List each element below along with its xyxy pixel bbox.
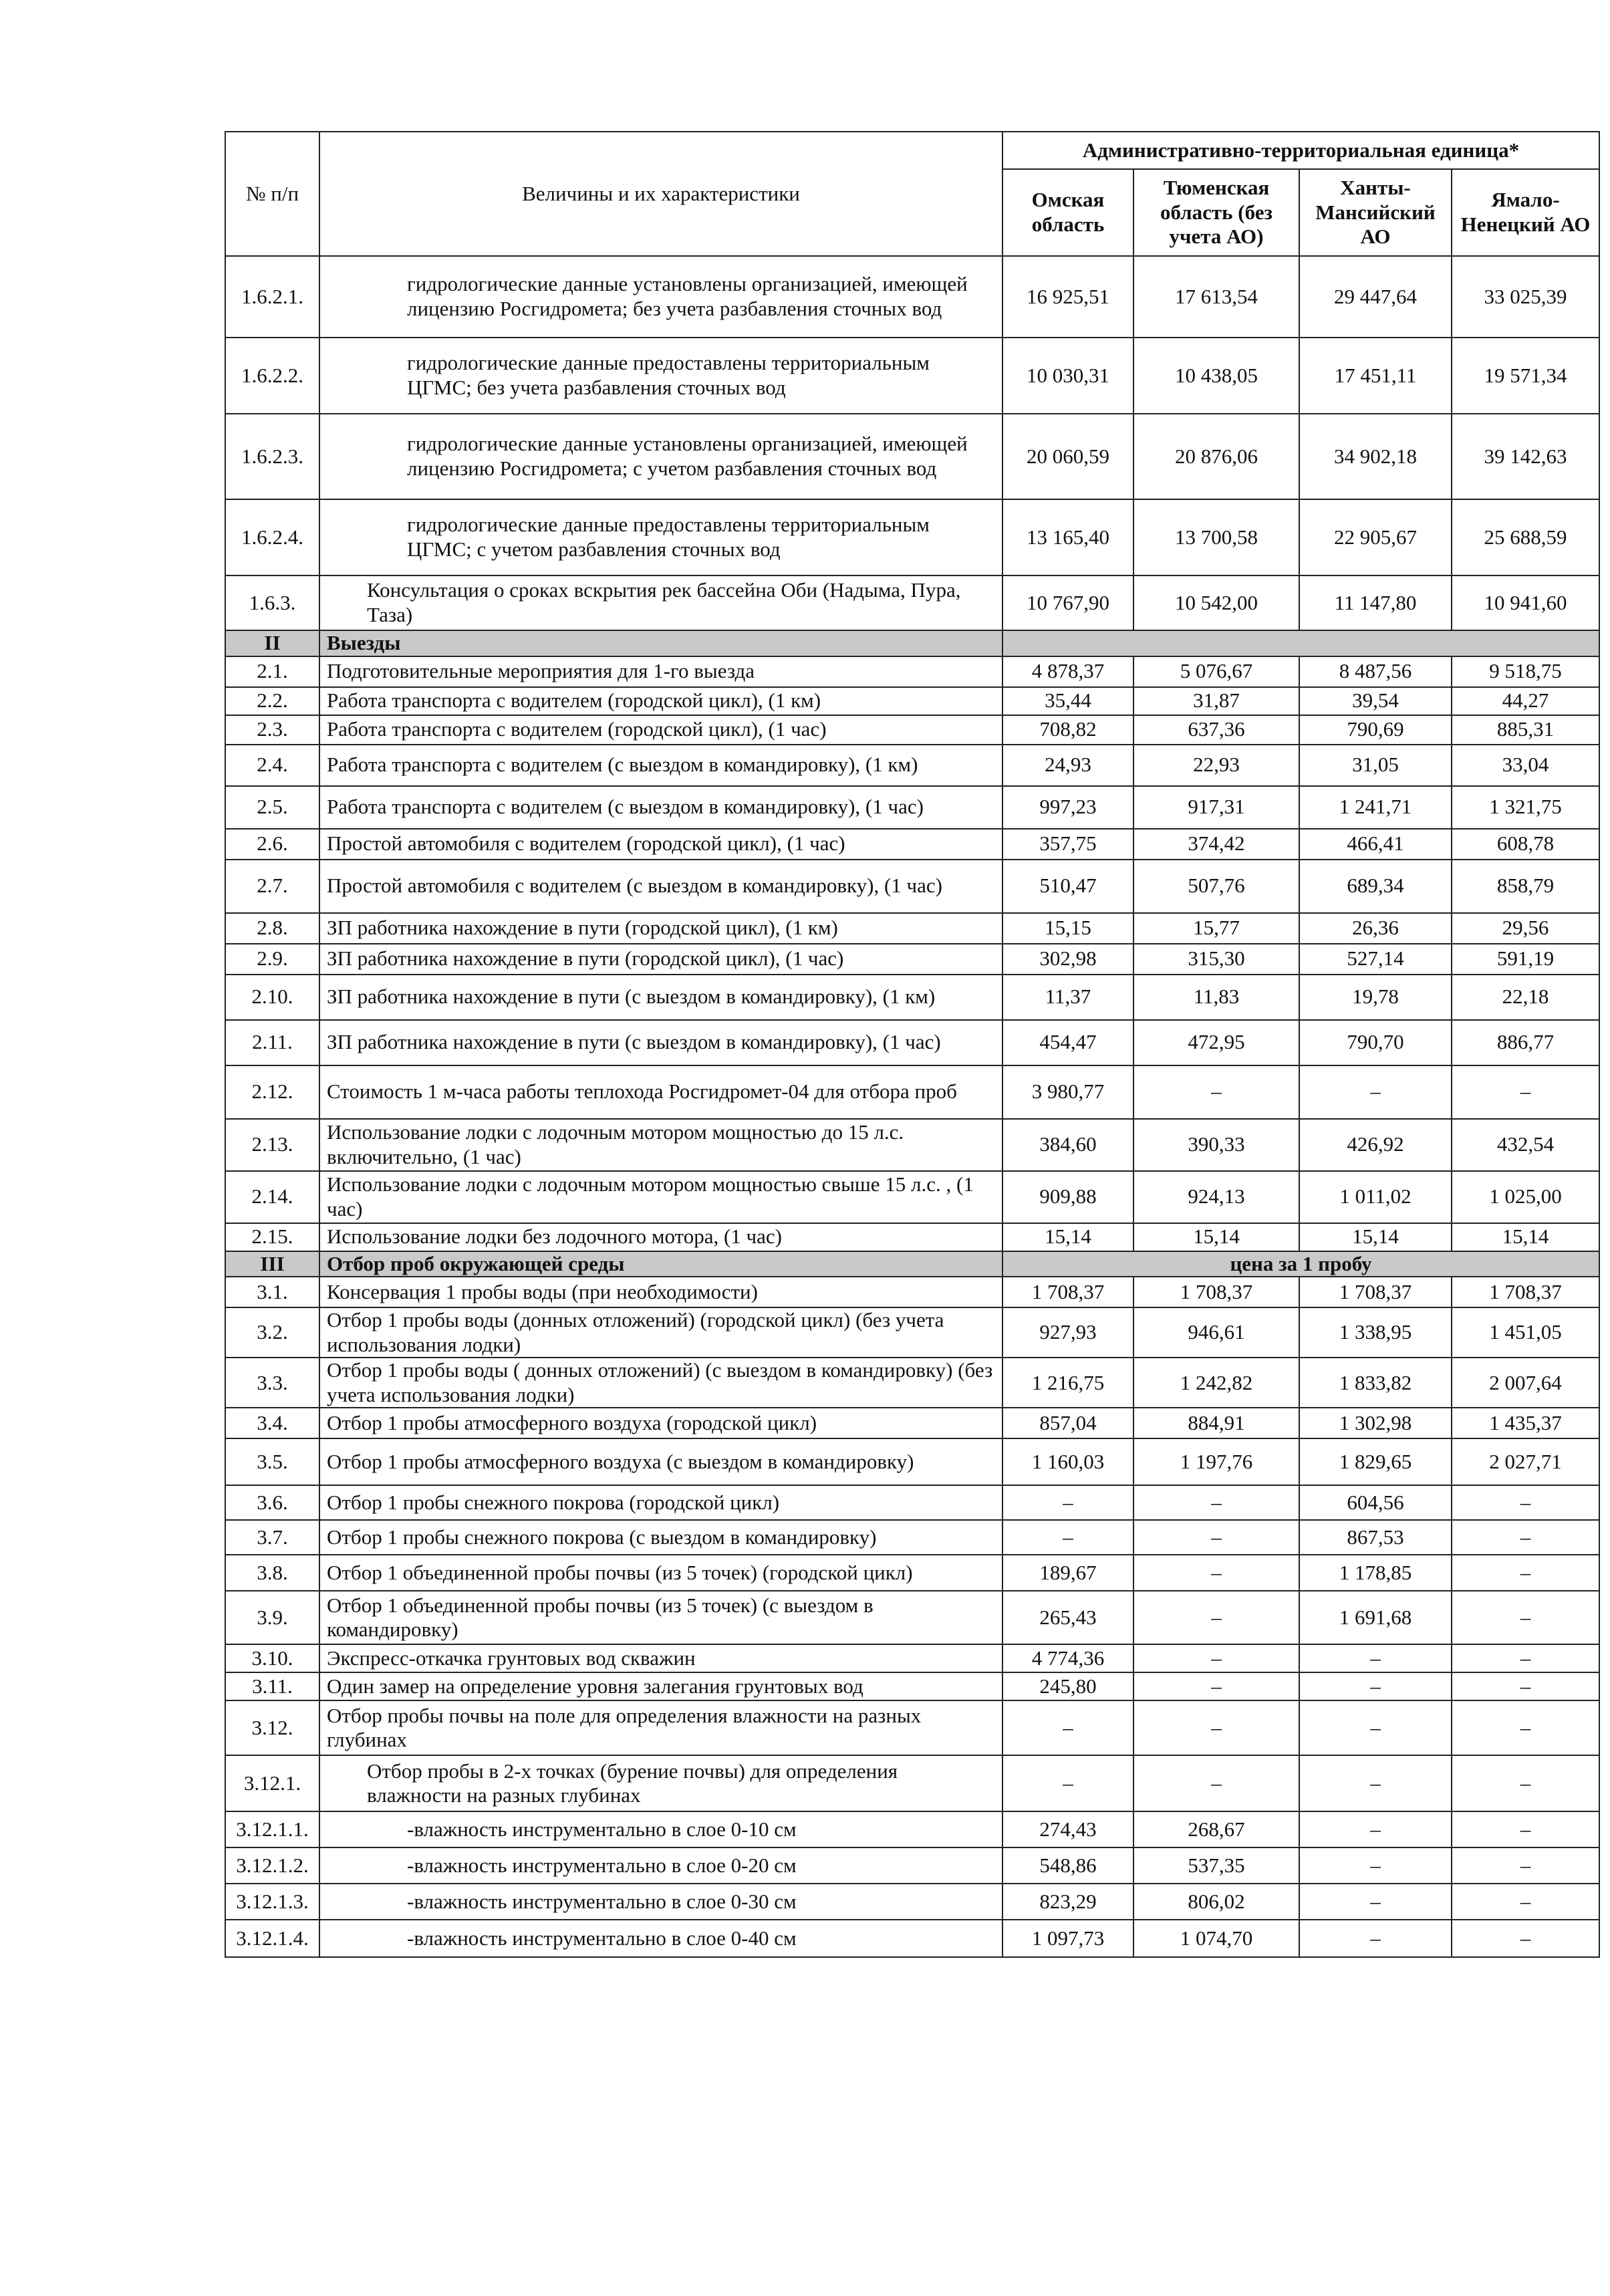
row-num: 1.6.2.3. — [225, 414, 319, 499]
row-value: 909,88 — [1002, 1171, 1133, 1223]
row-description: Отбор 1 пробы атмосферного воздуха (с выездом в командировку) — [319, 1438, 1002, 1485]
row-value: 25 688,59 — [1452, 499, 1599, 576]
row-value: 1 011,02 — [1299, 1171, 1452, 1223]
row-description: гидрологические данные предоставлены территориальным ЦГМС; с учетом разбавления сточных вод — [319, 499, 1002, 576]
row-value: – — [1452, 1644, 1599, 1672]
row-value: 790,69 — [1299, 715, 1452, 745]
row-value: 11,83 — [1133, 975, 1299, 1020]
row-description: -влажность инструментально в слое 0-30 см — [319, 1884, 1002, 1920]
row-value: 44,27 — [1452, 687, 1599, 715]
row-value: 1 833,82 — [1299, 1358, 1452, 1408]
table-row — [225, 1171, 1599, 1223]
row-value: 29,56 — [1452, 913, 1599, 944]
row-value: – — [1299, 1884, 1452, 1920]
row-value: 33 025,39 — [1452, 256, 1599, 338]
row-value: 16 925,51 — [1002, 256, 1133, 338]
row-value: 1 321,75 — [1452, 786, 1599, 829]
row-value: 537,35 — [1133, 1847, 1299, 1884]
row-value: – — [1452, 1591, 1599, 1644]
row-description: гидрологические данные предоставлены территориальным ЦГМС; без учета разбавления сточных вод — [319, 338, 1002, 414]
row-value: – — [1299, 1700, 1452, 1755]
row-description: Отбор пробы в 2-х точках (бурение почвы) для определения влажности на разных глубинах — [319, 1755, 1002, 1811]
table-row — [225, 1591, 1599, 1644]
row-value: 886,77 — [1452, 1020, 1599, 1065]
row-value: – — [1452, 1700, 1599, 1755]
row-value: 10 030,31 — [1002, 338, 1133, 414]
row-num: 3.10. — [225, 1644, 319, 1672]
row-description: Отбор пробы почвы на поле для определения влажности на разных глубинах — [319, 1700, 1002, 1755]
table-row — [225, 1485, 1599, 1520]
row-value: 806,02 — [1133, 1884, 1299, 1920]
row-value: – — [1452, 1755, 1599, 1811]
row-value: 4 878,37 — [1002, 656, 1133, 687]
header-region-tyumen: Тюменская область (без учета АО) — [1133, 169, 1299, 256]
table-row — [225, 913, 1599, 944]
table-row — [225, 1644, 1599, 1672]
row-description: Консультация о сроках вскрытия рек бассейна Оби (Надыма, Пура, Таза) — [319, 576, 1002, 630]
row-value: 15,77 — [1133, 913, 1299, 944]
table-row — [225, 338, 1599, 414]
row-value: – — [1452, 1485, 1599, 1520]
row-value: 26,36 — [1299, 913, 1452, 944]
row-description: Подготовительные мероприятия для 1-го выезда — [319, 656, 1002, 687]
row-value: 1 302,98 — [1299, 1408, 1452, 1438]
row-value: 22,18 — [1452, 975, 1599, 1020]
row-description: -влажность инструментально в слое 0-40 см — [319, 1920, 1002, 1957]
row-description: -влажность инструментально в слое 0-20 см — [319, 1847, 1002, 1884]
row-value: 507,76 — [1133, 860, 1299, 913]
row-value: 302,98 — [1002, 944, 1133, 975]
row-num: 3.3. — [225, 1358, 319, 1408]
row-value: – — [1452, 1065, 1599, 1119]
row-value: 1 097,73 — [1002, 1920, 1133, 1957]
row-value: – — [1133, 1700, 1299, 1755]
row-value: 527,14 — [1299, 944, 1452, 975]
row-value: 2 007,64 — [1452, 1358, 1599, 1408]
row-num: 2.15. — [225, 1223, 319, 1251]
table-row — [225, 1700, 1599, 1755]
table-row — [225, 576, 1599, 630]
row-num: 2.7. — [225, 860, 319, 913]
table-row — [225, 1223, 1599, 1251]
table-row — [225, 1065, 1599, 1119]
table-row — [225, 786, 1599, 829]
row-description: ЗП работника нахождение в пути (городской цикл), (1 км) — [319, 913, 1002, 944]
row-value: 454,47 — [1002, 1020, 1133, 1065]
row-num: 2.8. — [225, 913, 319, 944]
table-row — [225, 1755, 1599, 1811]
row-value: 13 165,40 — [1002, 499, 1133, 576]
row-value: 1 708,37 — [1452, 1277, 1599, 1307]
row-value: 472,95 — [1133, 1020, 1299, 1065]
row-description: Работа транспорта с водителем (с выездом в командировку), (1 час) — [319, 786, 1002, 829]
row-value: 3 980,77 — [1002, 1065, 1133, 1119]
row-value: – — [1452, 1847, 1599, 1884]
row-value: – — [1133, 1520, 1299, 1555]
row-value: – — [1002, 1485, 1133, 1520]
header-description: Величины и их характеристики — [319, 132, 1002, 256]
row-value: 22 905,67 — [1299, 499, 1452, 576]
row-value: – — [1299, 1065, 1452, 1119]
row-value: 274,43 — [1002, 1811, 1133, 1847]
header-region-khmao: Ханты-Мансийский АО — [1299, 169, 1452, 256]
row-value: 357,75 — [1002, 829, 1133, 860]
row-description: Отбор 1 пробы снежного покрова (с выездом в командировку) — [319, 1520, 1002, 1555]
row-description: Простой автомобиля с водителем (городской цикл), (1 час) — [319, 829, 1002, 860]
row-num: 2.14. — [225, 1171, 319, 1223]
row-value: 15,15 — [1002, 913, 1133, 944]
row-value: 2 027,71 — [1452, 1438, 1599, 1485]
row-value: 1 160,03 — [1002, 1438, 1133, 1485]
row-num: 2.2. — [225, 687, 319, 715]
row-value: 1 829,65 — [1299, 1438, 1452, 1485]
row-num: 3.6. — [225, 1485, 319, 1520]
section-unit — [1002, 630, 1599, 656]
row-value: 39,54 — [1299, 687, 1452, 715]
table-row — [225, 829, 1599, 860]
table-row — [225, 1672, 1599, 1700]
row-value: 1 691,68 — [1299, 1591, 1452, 1644]
row-value: 857,04 — [1002, 1408, 1133, 1438]
header-region-omsk: Омская область — [1002, 169, 1133, 256]
row-num: 3.5. — [225, 1438, 319, 1485]
row-description: Работа транспорта с водителем (с выездом в командировку), (1 км) — [319, 745, 1002, 786]
row-description: Работа транспорта с водителем (городской цикл), (1 км) — [319, 687, 1002, 715]
row-value: 604,56 — [1299, 1485, 1452, 1520]
table-row — [225, 1884, 1599, 1920]
header-region-yanao: Ямало-Ненецкий АО — [1452, 169, 1599, 256]
row-value: 708,82 — [1002, 715, 1133, 745]
row-value: 1 242,82 — [1133, 1358, 1299, 1408]
row-value: 4 774,36 — [1002, 1644, 1133, 1672]
row-value: – — [1299, 1755, 1452, 1811]
row-num: 3.7. — [225, 1520, 319, 1555]
price-table — [225, 131, 1600, 1958]
row-value: 11 147,80 — [1299, 576, 1452, 630]
section-title: Выезды — [319, 630, 1002, 656]
row-value: 1 025,00 — [1452, 1171, 1599, 1223]
row-value: 1 451,05 — [1452, 1307, 1599, 1358]
row-value: 608,78 — [1452, 829, 1599, 860]
row-num: 2.1. — [225, 656, 319, 687]
row-description: ЗП работника нахождение в пути (с выездом в командировку), (1 час) — [319, 1020, 1002, 1065]
table-row — [225, 944, 1599, 975]
row-value: – — [1133, 1644, 1299, 1672]
row-value: 924,13 — [1133, 1171, 1299, 1223]
section-num: III — [225, 1251, 319, 1277]
row-value: 885,31 — [1452, 715, 1599, 745]
row-value: – — [1452, 1811, 1599, 1847]
row-value: – — [1002, 1520, 1133, 1555]
row-value: 268,67 — [1133, 1811, 1299, 1847]
row-num: 3.9. — [225, 1591, 319, 1644]
row-value: 10 438,05 — [1133, 338, 1299, 414]
row-value: 315,30 — [1133, 944, 1299, 975]
table-body — [225, 256, 1599, 1957]
table-row — [225, 1020, 1599, 1065]
row-description: Отбор 1 пробы атмосферного воздуха (городской цикл) — [319, 1408, 1002, 1438]
row-value: 637,36 — [1133, 715, 1299, 745]
row-value: 823,29 — [1002, 1884, 1133, 1920]
row-description: гидрологические данные установлены организацией, имеющей лицензию Росгидромета; без учета разбавления сточных вод — [319, 256, 1002, 338]
row-num: 2.11. — [225, 1020, 319, 1065]
row-num: 3.11. — [225, 1672, 319, 1700]
row-value: – — [1002, 1700, 1133, 1755]
row-value: 884,91 — [1133, 1408, 1299, 1438]
row-value: 9 518,75 — [1452, 656, 1599, 687]
section-row — [225, 630, 1599, 656]
row-value: 1 178,85 — [1299, 1555, 1452, 1591]
table-row — [225, 745, 1599, 786]
row-description: Отбор 1 объединенной пробы почвы (из 5 точек) (городской цикл) — [319, 1555, 1002, 1591]
row-value: 20 876,06 — [1133, 414, 1299, 499]
row-description: Использование лодки с лодочным мотором мощностью до 15 л.с. включительно, (1 час) — [319, 1119, 1002, 1171]
row-value: 867,53 — [1299, 1520, 1452, 1555]
row-num: 3.4. — [225, 1408, 319, 1438]
row-description: Использование лодки с лодочным мотором мощностью свыше 15 л.с. , (1 час) — [319, 1171, 1002, 1223]
row-value: 189,67 — [1002, 1555, 1133, 1591]
row-description: ЗП работника нахождение в пути (городской цикл), (1 час) — [319, 944, 1002, 975]
row-value: 8 487,56 — [1299, 656, 1452, 687]
row-description: гидрологические данные установлены организацией, имеющей лицензию Росгидромета; с учетом разбавления сточных вод — [319, 414, 1002, 499]
header-region-group: Административно-территориальная единица* — [1002, 132, 1599, 169]
row-value: 11,37 — [1002, 975, 1133, 1020]
row-value: 1 241,71 — [1299, 786, 1452, 829]
table-row — [225, 687, 1599, 715]
row-num: 3.12.1.4. — [225, 1920, 319, 1957]
row-value: 384,60 — [1002, 1119, 1133, 1171]
row-value: – — [1133, 1672, 1299, 1700]
row-value: – — [1133, 1755, 1299, 1811]
row-value: 19,78 — [1299, 975, 1452, 1020]
row-num: 3.12.1. — [225, 1755, 319, 1811]
row-description: Отбор 1 пробы воды (донных отложений) (городской цикл) (без учета использования лодки) — [319, 1307, 1002, 1358]
row-value: 35,44 — [1002, 687, 1133, 715]
row-value: – — [1133, 1065, 1299, 1119]
row-value: – — [1452, 1555, 1599, 1591]
row-description: Использование лодки без лодочного мотора, (1 час) — [319, 1223, 1002, 1251]
row-num: 2.9. — [225, 944, 319, 975]
row-value: 1 338,95 — [1299, 1307, 1452, 1358]
table-row — [225, 1358, 1599, 1408]
table-row — [225, 1438, 1599, 1485]
row-value: 689,34 — [1299, 860, 1452, 913]
row-description: Работа транспорта с водителем (городской цикл), (1 час) — [319, 715, 1002, 745]
section-unit: цена за 1 пробу — [1002, 1251, 1599, 1277]
row-value: 510,47 — [1002, 860, 1133, 913]
row-num: 3.1. — [225, 1277, 319, 1307]
row-value: 1 197,76 — [1133, 1438, 1299, 1485]
row-value: – — [1002, 1755, 1133, 1811]
row-value: 927,93 — [1002, 1307, 1133, 1358]
row-num: 3.12.1.2. — [225, 1847, 319, 1884]
row-value: – — [1133, 1485, 1299, 1520]
row-num: 2.12. — [225, 1065, 319, 1119]
row-num: 2.3. — [225, 715, 319, 745]
row-value: 790,70 — [1299, 1020, 1452, 1065]
row-num: 3.2. — [225, 1307, 319, 1358]
row-value: 245,80 — [1002, 1672, 1133, 1700]
table-row — [225, 1920, 1599, 1957]
row-value: – — [1299, 1847, 1452, 1884]
row-num: 2.6. — [225, 829, 319, 860]
row-value: 466,41 — [1299, 829, 1452, 860]
table-row — [225, 414, 1599, 499]
row-num: 3.12.1.1. — [225, 1811, 319, 1847]
row-value: 39 142,63 — [1452, 414, 1599, 499]
section-num: II — [225, 630, 319, 656]
row-value: 34 902,18 — [1299, 414, 1452, 499]
row-value: 31,87 — [1133, 687, 1299, 715]
row-num: 2.4. — [225, 745, 319, 786]
table-row — [225, 1520, 1599, 1555]
row-value: – — [1299, 1672, 1452, 1700]
row-value: 15,14 — [1133, 1223, 1299, 1251]
row-value: 917,31 — [1133, 786, 1299, 829]
row-value: 548,86 — [1002, 1847, 1133, 1884]
row-value: – — [1299, 1811, 1452, 1847]
row-value: 10 542,00 — [1133, 576, 1299, 630]
row-description: Консервация 1 пробы воды (при необходимости) — [319, 1277, 1002, 1307]
row-value: 591,19 — [1452, 944, 1599, 975]
row-value: – — [1299, 1920, 1452, 1957]
table-row — [225, 1277, 1599, 1307]
table-row — [225, 1307, 1599, 1358]
row-value: 946,61 — [1133, 1307, 1299, 1358]
table-row — [225, 715, 1599, 745]
row-value: – — [1133, 1555, 1299, 1591]
row-value: 374,42 — [1133, 829, 1299, 860]
row-value: 15,14 — [1299, 1223, 1452, 1251]
row-value: 1 216,75 — [1002, 1358, 1133, 1408]
header-num: № п/п — [225, 132, 319, 256]
row-value: 15,14 — [1452, 1223, 1599, 1251]
row-num: 2.13. — [225, 1119, 319, 1171]
row-description: Один замер на определение уровня залегания грунтовых вод — [319, 1672, 1002, 1700]
row-num: 1.6.2.2. — [225, 338, 319, 414]
row-value: 1 708,37 — [1299, 1277, 1452, 1307]
row-value: 15,14 — [1002, 1223, 1133, 1251]
table-row — [225, 1119, 1599, 1171]
row-value: 1 708,37 — [1133, 1277, 1299, 1307]
section-row — [225, 1251, 1599, 1277]
row-value: 20 060,59 — [1002, 414, 1133, 499]
row-value: 426,92 — [1299, 1119, 1452, 1171]
row-value: 390,33 — [1133, 1119, 1299, 1171]
row-value: 1 074,70 — [1133, 1920, 1299, 1957]
row-value: 33,04 — [1452, 745, 1599, 786]
row-value: 997,23 — [1002, 786, 1133, 829]
row-value: – — [1452, 1672, 1599, 1700]
row-num: 1.6.2.4. — [225, 499, 319, 576]
row-value: 22,93 — [1133, 745, 1299, 786]
section-title: Отбор проб окружающей среды — [319, 1251, 1002, 1277]
table-row — [225, 1811, 1599, 1847]
table-row — [225, 1847, 1599, 1884]
row-description: Экспресс-откачка грунтовых вод скважин — [319, 1644, 1002, 1672]
table-row — [225, 499, 1599, 576]
row-description: ЗП работника нахождение в пути (с выездом в командировку), (1 км) — [319, 975, 1002, 1020]
row-value: 17 613,54 — [1133, 256, 1299, 338]
row-description: Простой автомобиля с водителем (с выездом в командировку), (1 час) — [319, 860, 1002, 913]
row-value: 265,43 — [1002, 1591, 1133, 1644]
row-num: 2.10. — [225, 975, 319, 1020]
table-row — [225, 256, 1599, 338]
row-num: 3.12.1.3. — [225, 1884, 319, 1920]
row-value: 432,54 — [1452, 1119, 1599, 1171]
row-value: 858,79 — [1452, 860, 1599, 913]
row-description: Отбор 1 объединенной пробы почвы (из 5 точек) (с выездом в командировку) — [319, 1591, 1002, 1644]
row-num: 3.8. — [225, 1555, 319, 1591]
row-value: 13 700,58 — [1133, 499, 1299, 576]
row-value: – — [1452, 1520, 1599, 1555]
table-row — [225, 656, 1599, 687]
row-value: 10 941,60 — [1452, 576, 1599, 630]
row-num: 1.6.2.1. — [225, 256, 319, 338]
row-description: Отбор 1 пробы воды ( донных отложений) (с выездом в командировку) (без учета использования лодки) — [319, 1358, 1002, 1408]
row-value: 1 435,37 — [1452, 1408, 1599, 1438]
row-value: 1 708,37 — [1002, 1277, 1133, 1307]
row-value: – — [1452, 1920, 1599, 1957]
row-num: 3.12. — [225, 1700, 319, 1755]
row-num: 1.6.3. — [225, 576, 319, 630]
row-value: 31,05 — [1299, 745, 1452, 786]
row-value: 17 451,11 — [1299, 338, 1452, 414]
row-value: – — [1452, 1884, 1599, 1920]
table-row — [225, 860, 1599, 913]
table-row — [225, 1555, 1599, 1591]
row-value: – — [1133, 1591, 1299, 1644]
row-value: 24,93 — [1002, 745, 1133, 786]
row-value: 5 076,67 — [1133, 656, 1299, 687]
row-description: -влажность инструментально в слое 0-10 см — [319, 1811, 1002, 1847]
table-row — [225, 975, 1599, 1020]
row-value: 29 447,64 — [1299, 256, 1452, 338]
row-value: 19 571,34 — [1452, 338, 1599, 414]
row-description: Стоимость 1 м-часа работы теплохода Росгидромет-04 для отбора проб — [319, 1065, 1002, 1119]
row-value: 10 767,90 — [1002, 576, 1133, 630]
row-num: 2.5. — [225, 786, 319, 829]
row-value: – — [1299, 1644, 1452, 1672]
row-description: Отбор 1 пробы снежного покрова (городской цикл) — [319, 1485, 1002, 1520]
table-row — [225, 1408, 1599, 1438]
